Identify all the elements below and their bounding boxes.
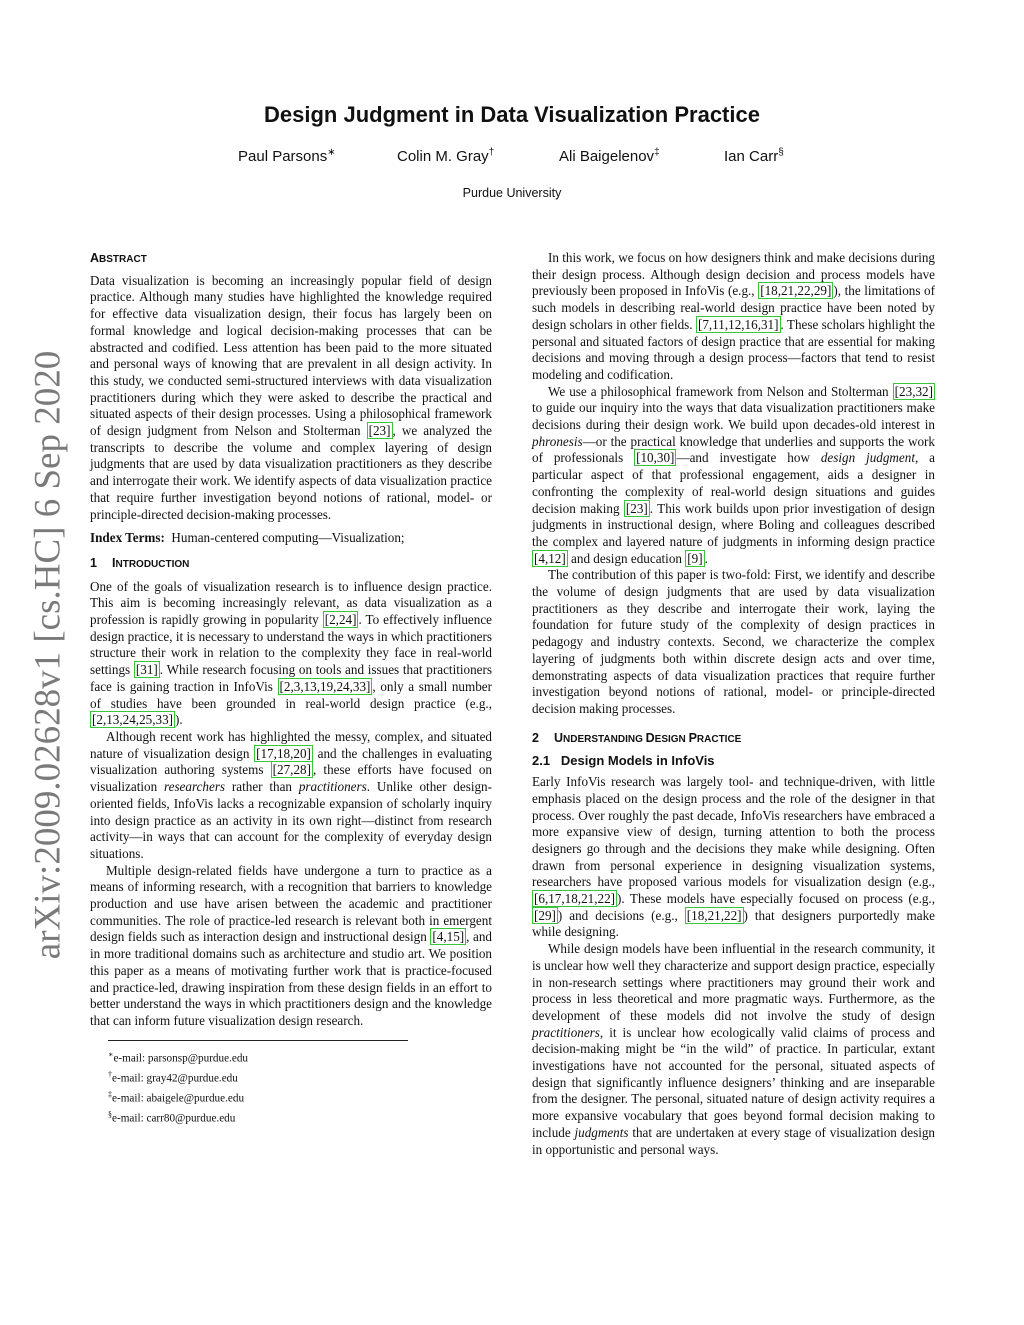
intro-paragraph: One of the goals of visualization research is to influence design practice. This aim is becoming increasingly relevant, as data visualization as a profession is rapidly growing in popularity [2,24] . To effectively influence design practice, it is necessary to understand the ways in which practitioners structure their work in relation to the complexity they face in real-world settings [31] . While research focusing on tools and issues that practitioners face is gaining traction in InfoVis [2,3,13,19,24,33] , only a small number of studies have been grounded in real-world design practice (e.g., [2,13,24,25,33] ). xyxy=(90,578,492,728)
abstract-text: Data visualization is becoming an increasingly popular field of design practice. Although many studies have highlighted the knowledge required for effective data visualization design, their focus has largely been on formal knowledge and logical decision-making processes that can be abstracted and codified. Less attention has been paid to the more situated and personal ways of knowing that are prevalent in all design activity. In this study, we conducted semi-structured interviews with data visualization practitioners during which they were asked to describe the practical and situated aspects of their design processes. Using a philosophical framework of design judgment from Nelson and Stolterman [23] , we analyzed the transcripts to describe the volume and complex layering of design judgments that are used by data visualization practitioners as they describe and interrogate their work. We identify aspects of data visualization practice that require further investigation beyond notions of rational, model- or principle-directed decision-making processes. xyxy=(90,272,492,522)
body-paragraph: We use a philosophical framework from Nelson and Stolterman [23,32] to guide our inquiry into the ways that data visualization practitioners make decisions during their design work. We build upon decades-old interest in phronesis—or the practical knowledge that underlies and supports the work of professionals [10,30] —and investigate how design judgment, a particular aspect of that professional engagement, aids a designer in confronting the complexity of real-world design situations and guides decision making [23] . This work builds upon prior investigation of design judgments in instructional design, where Boling and colleagues described the complex and layered nature of judgments in informing design practice [4,12] and design education [9] . xyxy=(532,383,935,566)
section-heading-introduction: 1 INTRODUCTION xyxy=(90,555,190,570)
affiliation: Purdue University xyxy=(462,186,562,200)
citation-link[interactable]: [4,15] xyxy=(432,929,465,945)
author-name: Colin M. Gray† xyxy=(397,147,495,165)
author-name: Ian Carr§ xyxy=(724,147,784,165)
citation-link[interactable]: [2,13,24,25,33] xyxy=(92,712,174,728)
footnote-email: †e-mail: gray42@purdue.edu xyxy=(108,1069,238,1085)
author-name: Ali Baigelenov‡ xyxy=(559,147,660,165)
author-name: Paul Parsons∗ xyxy=(238,147,336,165)
footnote-email: ‡e-mail: abaigele@purdue.edu xyxy=(108,1090,245,1105)
subsection-heading-design-models: 2.1 Design Models in InfoVis xyxy=(532,753,715,769)
intro-paragraph: Although recent work has highlighted the messy, complex, and situated nature of visualization design [17,18,20] and the challenges in evaluating visualization authoring systems [27,28] , these efforts have focused on visualization researchers rather than practitioners. Unlike other design-oriented fields, InfoVis lacks a recognizable expansion of scholarly inquiry into design practice as an activity in its own right—distinct from research activity—in ways that can account for the complexity of everyday design situations. xyxy=(90,728,492,861)
citation-link[interactable]: [23,32] xyxy=(894,383,933,399)
body-paragraph: The contribution of this paper is two-fold: First, we identify and describe the volume of design judgments that are used by data visualization practitioners as they describe and interrogate their work, laying the foundation for future study of the complexity of design practices in pedagogy and industry contexts. Second, we characterize the complex layering of judgments both within discrete design acts and over time, demonstrating aspects of data visualization practices that require further investigation beyond notions of rational, model- or principle-directed decision making processes. xyxy=(532,567,935,716)
citation-link[interactable]: [29] xyxy=(534,907,556,923)
body-paragraph: In this work, we focus on how designers think and make decisions during their design process. Although design decision and process models have previously been proposed in InfoVis (e.g., [18,21,22,29] ), the limitations of such models in describing real-world design practice have been noted by design scholars in other fields. [7,11,12,16,31] . These scholars highlight the personal and situated factors of design practice that are essential for making decisions and moving through a design process—factors that tend to resist modeling and codification. xyxy=(532,250,935,382)
footnote-email: §e-mail: carr80@purdue.edu xyxy=(108,1110,236,1126)
citation-link[interactable]: [2,24] xyxy=(324,612,357,628)
paper-title: Design Judgment in Data Visualization Practice xyxy=(264,102,760,127)
index-terms: Index Terms: Human-centered computing—Visualization; xyxy=(90,530,405,546)
footnote-divider xyxy=(108,1040,408,1041)
citation-link[interactable]: [9] xyxy=(687,550,703,566)
body-paragraph: Early InfoVis research was largely tool- and technique-driven, with little emphasis placed on the design process and the role of the designer in that process. Over roughly the past decade, InfoVis researchers have embraced a more expansive view of design, turning attention to both the process designers go through and the decisions they make while designing. Often drawn from personal experience in designing visualization systems, researchers have proposed various models for visualization design (e.g., [6,17,18,21,22] ). These models have especially focused on process (e.g., [29] ) and decisions (e.g., [18,21,22] ) that designers purportedly make while designing. xyxy=(532,774,935,940)
citation-link[interactable]: [18,21,22,29] xyxy=(760,283,832,299)
citation-link[interactable]: [6,17,18,21,22] xyxy=(534,891,616,907)
left-column xyxy=(90,250,492,1128)
footnote-email: ∗e-mail: parsonsp@purdue.edu xyxy=(108,1049,249,1065)
body-paragraph: While design models have been influential in the research community, it is unclear how well they characterize and support design practice, especially in non-research settings where practitioners may ground their work and process in less theoretical and more pragmatic ways. Furthermore, as the development of these models did not involve the study of design practitioners, it is unclear how ecologically valid claims of process and decision-making might be “in the wild” of practice. In particular, extant investigations have not accounted for the personal, situated aspects of design that significantly influence designers’ thinking and are inseparable from the designer. The personal, situated nature of design activity requires a more expansive vocabulary that goes beyond formal decision making to include judgments that are undertaken at every stage of visualization design in opportunistic and personal ways. xyxy=(532,941,935,1157)
citation-link[interactable]: [4,12] xyxy=(534,550,566,566)
intro-paragraph: Multiple design-related fields have undergone a turn to practice as a means of informing research, with a recognition that barriers to knowledge production and use have arisen between the academic and practitioner communities. The role of practice-led research is relevant both in emergent design fields such as interaction design and instructional design [4,15] , and in more traditional domains such as architecture and studio art. We position this paper as a means of motivating further work that is practice-focused and practice-led, drawing inspiration from these design fields in an effort to better understand the ways in which practitioners design and the knowledge that can inform future visualization design research. xyxy=(90,862,492,1028)
citation-link[interactable]: [23] xyxy=(625,500,648,516)
arxiv-identifier-stamp: arXiv:2009.02628v1 [cs.HC] 6 Sep 2020 xyxy=(27,350,69,960)
section-heading-understanding-design-practice: 2 UNDERSTANDING DESIGN PRACTICE xyxy=(532,730,742,745)
citation-link[interactable]: [2,3,13,19,24,33] xyxy=(279,678,371,694)
citation-link[interactable]: [17,18,20] xyxy=(256,745,311,761)
citation-link[interactable]: [27,28] xyxy=(272,762,311,778)
citation-link[interactable]: [7,11,12,16,31] xyxy=(697,316,779,332)
citation-link[interactable]: [31] xyxy=(135,662,158,678)
citation-link[interactable]: [18,21,22] xyxy=(686,907,742,923)
right-column xyxy=(532,250,935,1158)
citation-link[interactable]: [10,30] xyxy=(636,450,675,466)
abstract-heading: ABSTRACT xyxy=(90,251,147,265)
citation-link[interactable]: [23] xyxy=(368,423,391,439)
